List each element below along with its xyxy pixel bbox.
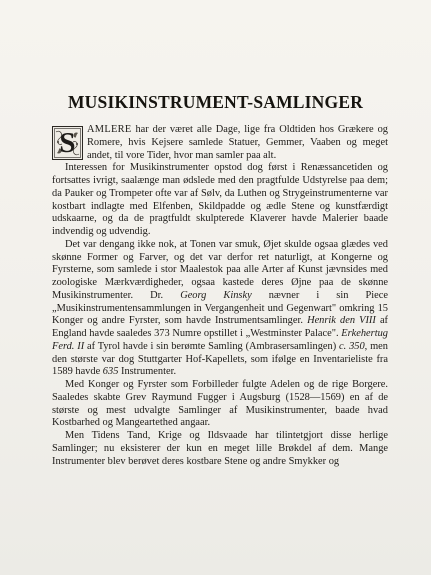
dropcap-letter: S [59,127,76,159]
paragraph-3 [52,239,388,379]
author-name: Georg Kinsky [180,289,252,301]
paragraph-text: , men den største var dog Stuttgarter Hof-Kapellets, som ifølge en Inventarieliste fra 1589 havde [52,340,388,378]
paragraph-text: Det var dengang ikke nok, at Tonen var smuk, Øjet skulde ogsaa glædes ved skønne Former og Farver, og det var derfor ret naturligt, at Kongerne og Fyrsterne, som samlede i stor Maalestok paa alle Arter af Kunst jævnsides med zoologiske Mærkværdigheder, ogsaa kastede deres Øjne paa de skønne Musikinstrumenter. Dr. [52,238,388,301]
paragraph-2 [52,162,388,239]
paragraph-4 [52,379,388,430]
paragraph-5 [52,430,388,468]
paragraph-text: har der været alle Dage, lige fra Oldtiden hos Grækere og Romere, hvis Kejsere samlede Statuer, Gemmer, Vaaben og meget andet, til vore Tider, hvor man samler paa alt. [87,124,388,161]
paragraph-1 [52,124,388,162]
king-name: Henrik den VIII [307,315,376,327]
paragraph-text: Men Tidens Tand, Krige og Ildsvaade har tilintetgjort disse herlige Samlinger; nu eksisterer der kun en meget lille Brøkdel af dem. Mange Instrumenter blev berøvet deres kostbare Stene og andre Smykker og [52,430,388,467]
paragraph-text: af England havde saaledes 373 Numre opstillet i „Westminster Palace". [52,315,389,339]
paragraph-text: Instrumenter. [118,366,177,378]
instrument-count: 635 [102,366,119,378]
article-body [52,124,388,468]
archduke-name: Erkehertug Ferd. II [52,328,388,352]
page-title: MUSIKINSTRUMENT-SAMLINGER [67,92,364,112]
collection-count: c. 350 [339,340,365,352]
paragraph-text: af Tyrol havde i sin berømte Samling (Ambrasersamlingen) [84,340,340,352]
paragraph-text: Med Konger og Fyrster som Forbilleder fulgte Adelen og de rige Borgere. Saaledes skabte Grev Raymund Fugger i Augsburg (1528—1569) en af de største og mest udvalgte Samlinger af Musikinstrumenter, baade hvad Kostbarhed og Mangeartethed angaar. [52,379,388,429]
paragraph-text: Interessen for Musikinstrumenter opstod dog først i Renæssancetiden og fortsattes ivrigt, saalænge man ødslede med den pragtfulde Udstyrelse paa dem; da Pauker og Trompeter ofte var af Sølv, da Luthen og Strygeinstrumenterne var kostbart indlagte med Elfenben, Skildpadde og ædle Stene og kunstfærdigt udskaarne, og da de pragtfuldt skulpterede Klaverer havde Malerier baade indvendig og udvendig. [52,162,388,237]
paragraph-text: nævner i sin Piece „Musikinstrumentensammlungen in Vergangenheit und Gegenwart" omkring 15 Konger og andre Fyrster, som havde Instrumentsamlinger. [52,289,388,327]
ornamental-initial-s-icon [52,126,83,160]
lead-word: AMLERE [87,124,132,135]
